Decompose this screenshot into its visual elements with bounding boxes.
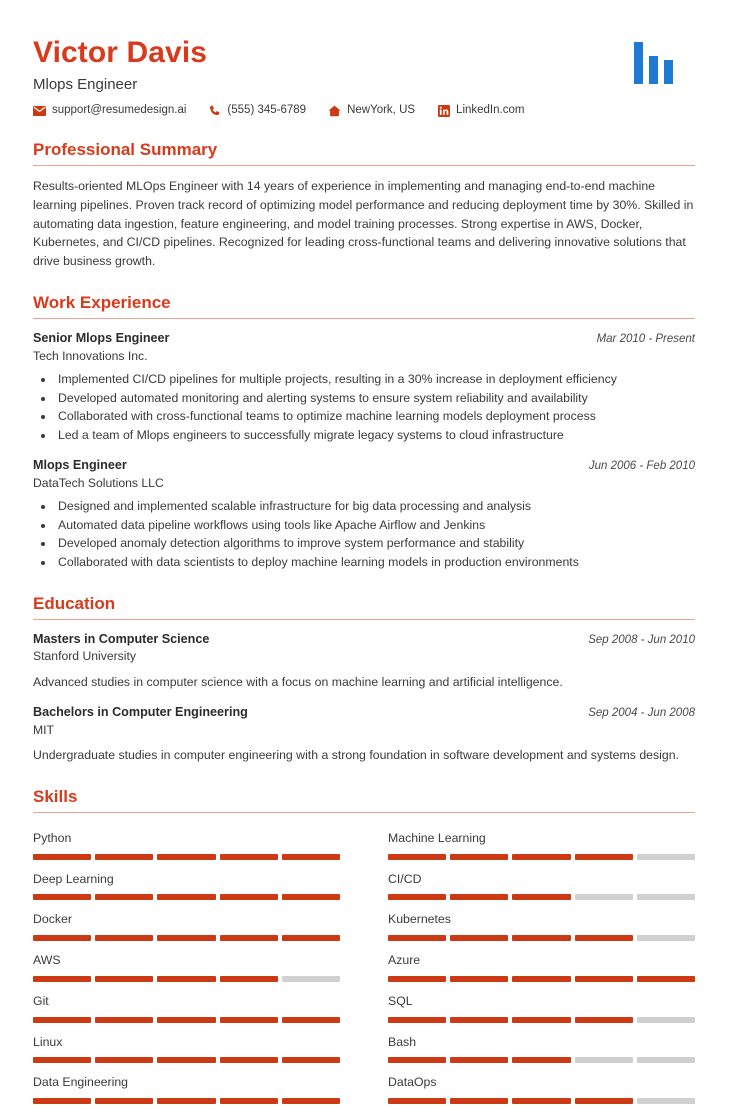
skill-name: Azure (388, 953, 421, 968)
skill-level-bar (388, 1017, 695, 1023)
education-degree: Bachelors in Computer Engineering (33, 705, 248, 720)
education-entry (33, 631, 695, 691)
skill-level-segment (575, 976, 633, 982)
home-icon (328, 105, 341, 118)
skill-level-segment (33, 1017, 91, 1023)
skill-name: Kubernetes (388, 912, 451, 927)
skill-level-segment (512, 1017, 570, 1023)
skill-level-bar (388, 976, 695, 982)
contact-linkedin[interactable] (437, 105, 524, 118)
skill-level-bar (33, 935, 340, 941)
education-description: Undergraduate studies in computer engineering with a strong foundation in software development and systems design. (33, 748, 679, 763)
skill-level-segment (450, 1057, 508, 1063)
skill-level-segment (157, 1057, 215, 1063)
skill-level-segment (33, 1098, 91, 1104)
work-entry-head (33, 457, 695, 473)
contact-phone-text: (555) 345-6789 (227, 104, 307, 117)
skill-level-bar (33, 1098, 340, 1104)
skill-name: Docker (33, 912, 72, 927)
skill-level-segment (33, 894, 91, 900)
skill-level-segment (637, 1057, 695, 1063)
section-title-summary: Professional Summary (33, 139, 218, 159)
brand-logo (634, 42, 673, 84)
contact-location (328, 105, 415, 118)
section-professional-summary (33, 140, 695, 271)
section-divider (33, 318, 695, 319)
skill-item (388, 1068, 695, 1109)
skill-level-segment (388, 1098, 446, 1104)
skill-level-segment (637, 1098, 695, 1104)
skill-level-segment (95, 1098, 153, 1104)
work-bullet: • Collaborated with data scientists to deploy machine learning models in production environments (55, 554, 695, 572)
linkedin-icon (437, 105, 450, 118)
summary-text: Results-oriented MLOps Engineer with 14 years of experience in implementing and managing end-to-end machine learning pipelines. Proven track record of optimizing model performance and reducing deployment time by 30%. Skilled in automating data ingestion, feature engineering, and model training processes. Strong expertise in AWS, Docker, Kubernetes, and CI/CD pipelines. Recognized for leading cross-functional teams and delivering innovative solutions that drive business growth. (33, 178, 694, 269)
skill-name: SQL (388, 993, 413, 1008)
education-school: Stanford University (33, 649, 136, 664)
skill-level-segment (512, 854, 570, 860)
section-title-education: Education (33, 593, 116, 613)
skill-level-bar (388, 935, 695, 941)
contact-row (33, 105, 634, 118)
skill-level-segment (157, 935, 215, 941)
skill-level-segment (282, 976, 340, 982)
skill-level-segment (220, 854, 278, 860)
skill-level-segment (282, 1098, 340, 1104)
section-education (33, 594, 695, 765)
work-bullets (33, 498, 695, 571)
candidate-job-title: Mlops Engineer (33, 75, 138, 93)
skill-name: CI/CD (388, 871, 422, 886)
skill-level-segment (157, 1017, 215, 1023)
skill-name: Git (33, 993, 49, 1008)
skill-level-segment (637, 894, 695, 900)
work-bullet: • Designed and implemented scalable infrastructure for big data processing and analysis (55, 498, 695, 516)
skill-level-segment (575, 1057, 633, 1063)
skill-level-segment (450, 1017, 508, 1023)
skill-level-segment (157, 894, 215, 900)
skill-level-segment (388, 935, 446, 941)
skill-level-segment (388, 894, 446, 900)
skill-level-segment (282, 894, 340, 900)
skill-item (33, 1068, 340, 1109)
education-description: Advanced studies in computer science with a focus on machine learning and artificial intelligence. (33, 674, 563, 689)
section-skills (33, 787, 695, 1109)
contact-phone[interactable] (208, 105, 306, 118)
skill-level-segment (637, 854, 695, 860)
skill-name: Deep Learning (33, 871, 114, 886)
skill-level-segment (512, 976, 570, 982)
skill-level-segment (388, 854, 446, 860)
logo-bar-2 (649, 56, 658, 84)
skill-level-segment (637, 976, 695, 982)
skill-level-segment (512, 1098, 570, 1104)
work-bullet: • Led a team of Mlops engineers to successfully migrate legacy systems to cloud infrastructure (55, 427, 695, 445)
skill-level-bar (388, 1057, 695, 1063)
skill-name: Data Engineering (33, 1075, 129, 1090)
skill-level-segment (575, 894, 633, 900)
skill-level-segment (33, 854, 91, 860)
resume-header (33, 30, 695, 118)
skill-item (388, 824, 695, 865)
skill-item (33, 1028, 340, 1069)
skill-level-bar (388, 854, 695, 860)
skill-level-segment (450, 976, 508, 982)
work-entry (33, 330, 695, 444)
logo-bar-1 (634, 42, 643, 84)
skill-level-segment (512, 894, 570, 900)
section-title-skills: Skills (33, 786, 78, 806)
skill-level-segment (282, 1057, 340, 1063)
skill-item (33, 865, 340, 906)
skill-level-segment (450, 1098, 508, 1104)
skill-level-segment (220, 935, 278, 941)
email-icon (33, 105, 46, 118)
work-bullet: • Developed automated monitoring and alerting systems to ensure system reliability and availability (55, 390, 695, 408)
skill-level-bar (33, 1057, 340, 1063)
work-date: Mar 2010 - Present (596, 333, 695, 346)
skill-level-segment (388, 1057, 446, 1063)
skill-item (33, 824, 340, 865)
skill-item (33, 905, 340, 946)
skill-item (388, 865, 695, 906)
skill-level-segment (282, 854, 340, 860)
education-degree: Masters in Computer Science (33, 632, 210, 647)
skill-item (388, 1028, 695, 1069)
contact-linkedin-text: LinkedIn.com (456, 104, 525, 117)
skill-name: Python (33, 830, 72, 845)
skill-name: AWS (33, 953, 61, 968)
skill-level-segment (512, 1057, 570, 1063)
skill-level-segment (95, 1017, 153, 1023)
skill-level-segment (95, 935, 153, 941)
skill-level-segment (220, 894, 278, 900)
contact-email-text: support@resumedesign.ai (52, 104, 187, 117)
work-company: DataTech Solutions LLC (33, 475, 164, 490)
skill-level-segment (637, 1017, 695, 1023)
education-entry-head (33, 631, 695, 647)
education-date: Sep 2004 - Jun 2008 (588, 707, 695, 720)
skill-level-segment (282, 1017, 340, 1023)
work-bullets (33, 371, 695, 444)
skill-level-bar (388, 894, 695, 900)
work-date: Jun 2006 - Feb 2010 (588, 460, 695, 473)
skill-name: DataOps (388, 1075, 437, 1090)
phone-icon (208, 105, 221, 118)
work-entry-head (33, 330, 695, 346)
skill-level-segment (575, 1017, 633, 1023)
skill-level-segment (157, 976, 215, 982)
skills-grid (33, 824, 695, 1109)
work-bullet: • Developed anomaly detection algorithms to improve system performance and stability (55, 535, 695, 553)
skill-level-segment (33, 935, 91, 941)
skill-level-bar (33, 894, 340, 900)
work-role: Senior Mlops Engineer (33, 331, 170, 346)
skill-level-segment (575, 935, 633, 941)
work-bullet: • Automated data pipeline workflows using tools like Apache Airflow and Jenkins (55, 517, 695, 535)
skill-level-segment (450, 894, 508, 900)
skill-name: Bash (388, 1034, 417, 1049)
work-company: Tech Innovations Inc. (33, 348, 148, 363)
skill-name: Machine Learning (388, 830, 486, 845)
skill-level-segment (220, 1017, 278, 1023)
skill-level-segment (95, 894, 153, 900)
skill-level-bar (33, 1017, 340, 1023)
skill-level-segment (282, 935, 340, 941)
work-entry (33, 457, 695, 571)
skill-item (388, 987, 695, 1028)
contact-location-text: NewYork, US (347, 104, 416, 117)
skill-level-segment (220, 1057, 278, 1063)
skill-level-segment (220, 976, 278, 982)
header-identity (33, 36, 634, 118)
skill-level-bar (33, 854, 340, 860)
skill-level-segment (95, 1057, 153, 1063)
education-school: MIT (33, 722, 54, 737)
skill-item (33, 946, 340, 987)
work-role: Mlops Engineer (33, 458, 127, 473)
education-entry (33, 704, 695, 764)
skill-name: Linux (33, 1034, 63, 1049)
skill-level-segment (450, 935, 508, 941)
section-divider (33, 619, 695, 620)
skill-level-segment (637, 935, 695, 941)
skill-level-segment (575, 1098, 633, 1104)
skill-item (33, 987, 340, 1028)
section-divider (33, 165, 695, 166)
candidate-name: Victor Davis (33, 36, 208, 69)
skill-item (388, 905, 695, 946)
section-work-experience (33, 293, 695, 572)
work-bullet: • Implemented CI/CD pipelines for multiple projects, resulting in a 30% increase in deployment efficiency (55, 371, 695, 389)
section-title-work-experience: Work Experience (33, 292, 171, 312)
contact-email[interactable] (33, 105, 186, 118)
skill-level-segment (157, 1098, 215, 1104)
skill-level-segment (512, 935, 570, 941)
skill-level-segment (95, 854, 153, 860)
education-date: Sep 2008 - Jun 2010 (588, 634, 695, 647)
skill-level-bar (33, 976, 340, 982)
skill-level-segment (388, 976, 446, 982)
skill-level-segment (220, 1098, 278, 1104)
skill-level-segment (33, 976, 91, 982)
skill-level-bar (388, 1098, 695, 1104)
skill-level-segment (388, 1017, 446, 1023)
skill-level-segment (157, 854, 215, 860)
skill-level-segment (575, 854, 633, 860)
skill-level-segment (450, 854, 508, 860)
skill-level-segment (33, 1057, 91, 1063)
skill-item (388, 946, 695, 987)
work-bullet: • Collaborated with cross-functional teams to optimize machine learning models deployment process (55, 408, 695, 426)
skill-level-segment (95, 976, 153, 982)
section-divider (33, 812, 695, 813)
logo-bar-3 (664, 60, 673, 84)
education-entry-head (33, 704, 695, 720)
